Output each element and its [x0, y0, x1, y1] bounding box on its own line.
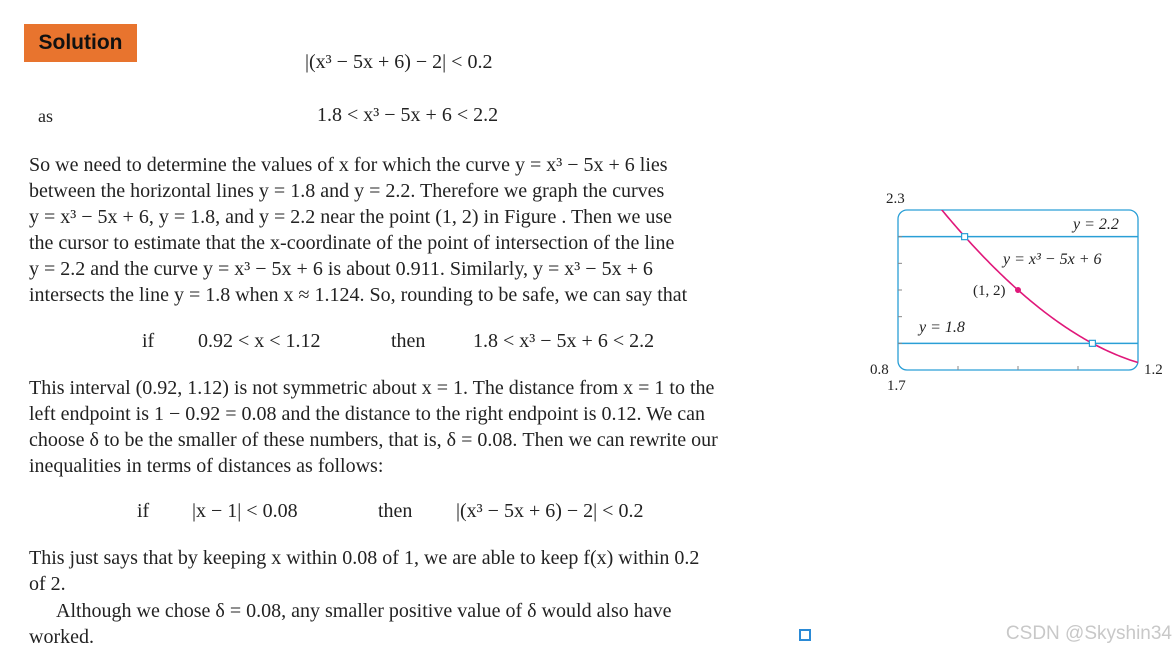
tick-label-ymax: 2.3 [886, 191, 905, 207]
label-y-2.2: y = 2.2 [1073, 216, 1119, 233]
point-label: (1, 2) [973, 283, 1006, 299]
text-line: choose δ to be the smaller of these numbers, that is, δ = 0.08. Then we can rewrite our [29, 429, 718, 451]
text-line: This just says that by keeping x within 0.08 of 1, we are able to keep f(x) within 0.2 [29, 547, 700, 569]
intersection-marker-upper [962, 234, 968, 240]
label-curve: y = x³ − 5x + 6 [1003, 251, 1102, 268]
point-1-2 [1015, 287, 1021, 293]
cond1-if: if [142, 330, 155, 352]
as-word: as [38, 106, 53, 126]
cond2-then: then [378, 500, 413, 522]
equation-double-inequality: 1.8 < x³ − 5x + 6 < 2.2 [317, 104, 499, 126]
text-line: Although we chose δ = 0.08, any smaller positive value of δ would also have [56, 600, 672, 622]
text-line: between the horizontal lines y = 1.8 and y = 2.2. Therefore we graph the curves [29, 180, 665, 202]
square-marker-icon [799, 629, 811, 641]
text-line: y = x³ − 5x + 6, y = 1.8, and y = 2.2 near the point (1, 2) in Figure . Then we use [29, 206, 673, 228]
text-line: intersects the line y = 1.8 when x ≈ 1.124. So, rounding to be safe, we can say that [29, 284, 688, 306]
cond2-if: if [137, 500, 150, 522]
cond2-right: |(x³ − 5x + 6) − 2| < 0.2 [456, 500, 644, 522]
text-line: left endpoint is 1 − 0.92 = 0.08 and the distance to the right endpoint is 0.12. We can [29, 403, 706, 425]
tick-label-ymin: 1.7 [887, 378, 906, 394]
text-line: This interval (0.92, 1.12) is not symmetric about x = 1. The distance from x = 1 to the [29, 377, 715, 399]
paragraph-4 [29, 598, 672, 650]
intersection-marker-lower [1089, 340, 1095, 346]
text-line: the cursor to estimate that the x-coordinate of the point of intersection of the line [29, 232, 675, 254]
paragraph-1 [29, 152, 687, 308]
paragraph-2 [29, 375, 718, 479]
cond1-right: 1.8 < x³ − 5x + 6 < 2.2 [473, 330, 655, 352]
tick-label-xmin: 0.8 [870, 362, 889, 378]
text-line: So we need to determine the values of x for which the curve y = x³ − 5x + 6 lies [29, 154, 668, 176]
paragraph-3 [29, 545, 699, 597]
text-line: of 2. [29, 573, 66, 595]
label-y-1.8: y = 1.8 [919, 319, 965, 336]
cond1-left: 0.92 < x < 1.12 [198, 330, 321, 352]
tick-label-xmax: 1.2 [1144, 362, 1163, 378]
watermark: CSDN @Skyshin34 [1005, 623, 1172, 644]
text-line: y = 2.2 and the curve y = x³ − 5x + 6 is about 0.911. Similarly, y = x³ − 5x + 6 [29, 258, 653, 280]
graph-figure [860, 180, 1170, 400]
text-line: inequalities in terms of distances as follows: [29, 455, 384, 477]
solution-badge: Solution [24, 24, 137, 62]
cond2-left: |x − 1| < 0.08 [192, 500, 298, 522]
text-line: worked. [29, 626, 94, 648]
equation-absolute-inequality: |(x³ − 5x + 6) − 2| < 0.2 [305, 51, 493, 73]
cond1-then: then [391, 330, 426, 352]
